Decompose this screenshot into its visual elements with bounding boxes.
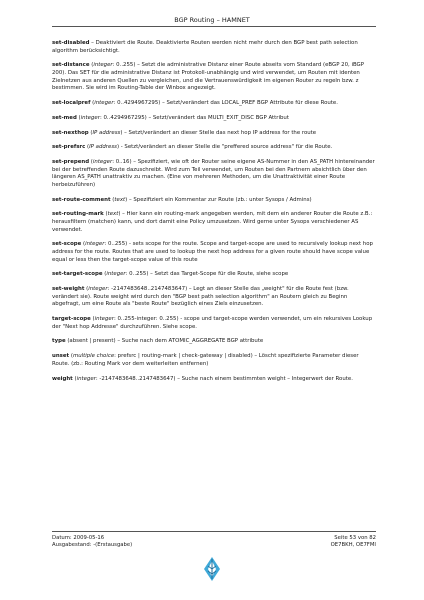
command-name: set-prepend: [52, 159, 90, 166]
command-name: set-scope: [52, 241, 82, 248]
command-name: set-routing-mark: [52, 211, 104, 218]
command-entry: set-prefsrc (IP address) - Setzt/verändert an dieser Stelle die "preffered source address" für die Route.: [52, 144, 333, 151]
command-name: weight: [52, 375, 73, 382]
command-entry: set-nexthop (IP address) – Setzt/verändert an dieser Stelle das next hop IP address for the route: [52, 129, 317, 136]
command-description: (absent | present) – Suche nach dem ATOMIC_AGGREGATE BGP attribute: [65, 338, 264, 345]
command-type: text: [107, 211, 119, 218]
command-name: set-target-scope: [52, 271, 103, 278]
command-entry: [52, 40, 376, 55]
command-type: multiple choice: [72, 353, 115, 360]
command-entry: target-scope (integer: 0..255-integer: 0..255) - scope und target-scope werden verwendet, um ein rekursives Lookup der "Next hop Addresse" durchzuführen. Siehe scope.: [52, 316, 373, 330]
footer-left: [52, 535, 132, 549]
command-entry: set-weight (integer: -2147483648..2147483647) – Legt an dieser Stelle das „weight" für die Route fest (bzw. verändert sie). Route weight wird durch den "BGP best path selection algorithm" an Routern gleich zu Beginn abgefragt, um eine Route als "beste Route" bezüglich eines Ziels einzusetzen.: [52, 286, 349, 308]
footer-rule: [52, 531, 376, 532]
command-description: : 0..255) – Setzt die administrative Distanz einer Route abseits vom Standard (eBGP 20, iBGP 200). Das SET für die administrative Distanz ist Protokoll-unabhängig und wird verwendet, um Routen mit identen Zielnetzen aus anderen Quellen zu vergleichen, und die Vertrauenswürdigkeit im eigenen Router zu regeln bzw. z bestimmen. Sie wird im Routing-Table der Winbox angezeigt.: [52, 62, 364, 92]
command-name: target-scope: [52, 316, 91, 323]
command-type: integer: [76, 375, 96, 382]
command-type: integer: [92, 159, 113, 166]
command-list: [52, 40, 376, 390]
command-name: unset: [52, 353, 70, 360]
command-type: integer: [93, 62, 113, 69]
command-description: ) – Hier kann ein routing-mark angegeben werden, mit dem ein anderer Router die Route z.B.: herausfiltern (matchen) kann, und dort damit eine Policy umzusetzen. Wird gerne unter Sysops verschiedener AS verwendet.: [52, 211, 373, 233]
command-name: set-route-comment: [52, 196, 111, 203]
command-description: : 0..255) – Setzt das Target-Scope für die Route, siehe scope: [125, 271, 289, 278]
command-entry: set-route-comment (text) – Spezifiziert ein Kommentar zur Route (zb.: unter Sysops / Admins): [52, 196, 312, 203]
command-type: IP address: [89, 144, 117, 151]
footer-page-number: Seite 53 von 82: [334, 535, 376, 541]
footer-authors: OE7BKH, OE7FMI: [330, 542, 376, 548]
command-type: integer: [106, 271, 126, 278]
command-description: : 0..4294967295) – Setzt/verändert das LOCAL_PREF BGP Attribute für diese Route.: [113, 99, 338, 106]
footer-edition: Ausgabestand: -(Erstausgabe): [52, 542, 133, 548]
command-type: integer: [80, 114, 100, 121]
footer-right: [331, 535, 376, 549]
command-description: : prefsrc | routing-mark | check-gateway | disabled) – Löscht spezifizierte Parameter dieser Route. (zb.: Routing Mark vor dem weiterleiten entfernen): [52, 353, 359, 367]
command-type: integer: [88, 286, 108, 293]
command-entry: set-prepend (integer: 0..16) – Spezifiziert, wie oft der Router seine eigene AS-Nummer in den AS_PATH hintereinander bei der betreffenden Route dazuschreibt. Wird zum Teil verwendet, um Routen bei den Partnern absichtlich über den längeren AS_PATH unattraktiv zu machen. (Eine von mehreren Methoden, um die Unattraktivität einer Route herbeizuführen): [52, 159, 375, 188]
command-description: – Deaktiviert die Route. Deaktivierte Routen werden nicht mehr durch den BGP best path selection algorithm berücksichtigt.: [52, 40, 358, 54]
command-entry: set-localpref (integer: 0..4294967295) – Setzt/verändert das LOCAL_PREF BGP Attribute für diese Route.: [52, 99, 338, 106]
command-description: ) - Setzt/verändert an dieser Stelle die "preffered source address" für die Route.: [116, 144, 333, 151]
command-entry: set-target-scope (integer: 0..255) – Setzt das Target-Scope für die Route, siehe scope: [52, 271, 289, 278]
command-name: set-distance: [52, 62, 90, 69]
command-name: type: [52, 338, 66, 345]
command-entry: [52, 338, 376, 346]
command-entry: unset (multiple choice: prefsrc | routing-mark | check-gateway | disabled) – Löscht spezifizierte Parameter dieser Route. (zb.: Routing Mark vor dem weiterleiten entfernen): [52, 353, 359, 367]
command-type: integer: [94, 316, 114, 323]
command-name: set-prefsrc: [52, 144, 86, 151]
command-entry: set-med (integer: 0..4294967295) – Setzt/verändert das MULTI_EXIT_DISC BGP Attribut: [52, 114, 289, 121]
command-type: IP address: [92, 129, 121, 136]
command-description: : 0..255-integer: 0..255) - scope und target-scope werden verwendet, um ein rekursives Lookup der "Next hop Addresse" durchzuführen. Siehe scope.: [52, 316, 373, 330]
command-description: : -2147483648..2147483647) – Legt an dieser Stelle das „weight" für die Route fest (bzw. verändert sie). Route weight wird durch den "BGP best path selection algorithm" an Routern gleich zu Beginn abgefragt, um eine Route als "beste Route" bezüglich eines Ziels einzusetzen.: [52, 286, 349, 308]
command-name: set-med: [52, 114, 77, 121]
footer-date: Datum: 2009-05-16: [52, 535, 105, 541]
command-type: integer: [94, 99, 114, 106]
command-entry: weight (integer: -2147483648..2147483647) – Suche nach einem bestimmten weight – Integerwert der Route.: [52, 375, 353, 382]
amateur-radio-logo-icon: [202, 556, 222, 582]
command-description: : 0..16) – Spezifiziert, wie oft der Router seine eigene AS-Nummer in den AS_PATH hintereinander bei der betreffenden Route dazuschreibt. Wird zum Teil verwendet, um Routen bei den Partnern absichtlich über den längeren AS_PATH unattraktiv zu machen. (Eine von mehreren Methoden, um die Unattraktivität einer Route herbeizuführen): [52, 159, 375, 188]
command-entry: set-distance (integer: 0..255) – Setzt die administrative Distanz einer Route abseits vom Standard (eBGP 20, iBGP 200). Das SET für die administrative Distanz ist Protokoll-unabhängig und wird verwendet, um Routen mit identen Zielnetzen aus anderen Quellen zu vergleichen, und die Vertrauenswürdigkeit im eigenen Router zu regeln bzw. z bestimmen. Sie wird im Routing-Table der Winbox angezeigt.: [52, 62, 364, 92]
command-entry: set-routing-mark (text) – Hier kann ein routing-mark angegeben werden, mit dem ein anderer Router die Route z.B.: herausfiltern (matchen) kann, und dort damit eine Policy umzusetzen. Wird gerne unter Sysops verschiedener AS verwendet.: [52, 211, 373, 233]
command-type: integer: [85, 241, 105, 248]
command-description: : 0..4294967295) – Setzt/verändert das MULTI_EXIT_DISC BGP Attribut: [99, 114, 289, 121]
command-type: text: [114, 196, 126, 203]
command-name: set-localpref: [52, 99, 91, 106]
header-rule: [52, 26, 376, 27]
command-entry: set-scope (integer: 0..255) - sets scope for the route. Scope and target-scope are used to recursively lookup next hop address for the route. Routes that are used to lookup the next hop address for a given route should have scope value equal or less then the target-scope value of this route: [52, 241, 373, 263]
document-title: BGP Routing – HAMNET: [174, 16, 250, 24]
command-description: : 0..255) - sets scope for the route. Scope and target-scope are used to recursively lookup next hop address for the route. Routes that are used to lookup the next hop address for a given route should have scope value equal or less then the target-scope value of this route: [52, 241, 373, 263]
command-description: : -2147483648..2147483647) – Suche nach einem bestimmten weight – Integerwert der Route.: [95, 375, 353, 382]
command-name: set-weight: [52, 286, 85, 293]
page-header: [0, 16, 424, 24]
command-description: ) – Setzt/verändert an dieser Stelle das next hop IP address for the route: [120, 129, 317, 136]
command-name: set-nexthop: [52, 129, 89, 136]
command-name: set-disabled: [52, 40, 90, 46]
command-description: ) – Spezifiziert ein Kommentar zur Route (zb.: unter Sysops / Admins): [125, 196, 312, 203]
